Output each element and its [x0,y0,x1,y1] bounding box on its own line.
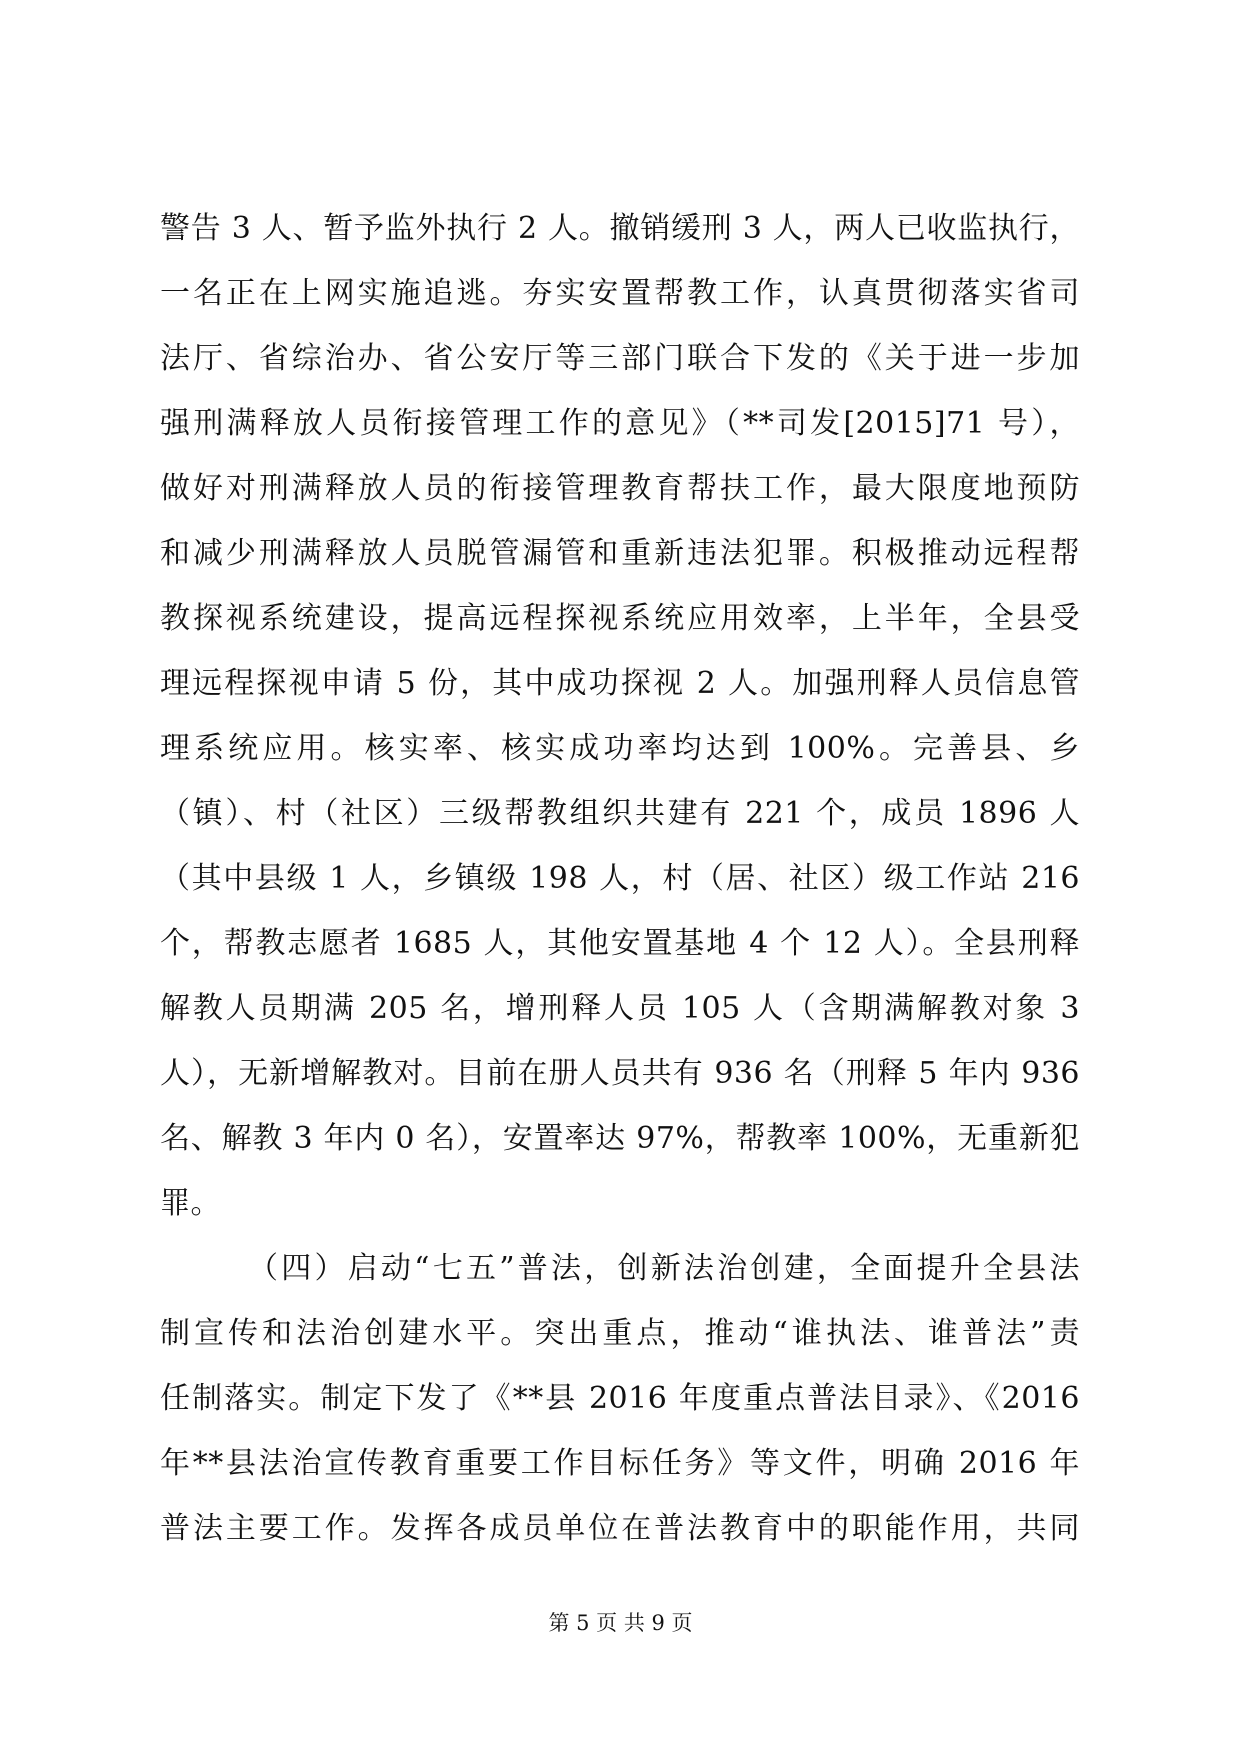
text-line: 法厅、省综治办、省公安厅等三部门联合下发的《关于进一步加 [160,341,1080,376]
text-line: 解教人员期满 205 名，增刑释人员 105 人（含期满解教对象 3 [160,991,1080,1026]
text-line: 理远程探视申请 5 份，其中成功探视 2 人。加强刑释人员信息管 [160,666,1080,701]
text-line: 警告 3 人、暂予监外执行 2 人。撤销缓刑 3 人，两人已收监执行， [160,211,1080,246]
text-line: 年**县法治宣传教育重要工作目标任务》等文件，明确 2016 年 [160,1446,1080,1481]
text-line: 普法主要工作。发挥各成员单位在普法教育中的职能作用，共同 [160,1511,1080,1546]
text-line: 理系统应用。核实率、核实成功率均达到 100%。完善县、乡 [160,731,1080,766]
text-line: 任制落实。制定下发了《**县 2016 年度重点普法目录》、《2016 [160,1381,1080,1416]
section-heading-line: （四）启动“七五”普法，创新法治创建，全面提升全县法 [248,1251,1080,1286]
text-line: （镇）、村（社区）三级帮教组织共建有 221 个，成员 1896 人 [160,796,1080,831]
body-text [160,196,1080,1561]
text-line: 一名正在上网实施追逃。夯实安置帮教工作，认真贯彻落实省司 [160,276,1080,311]
text-line: 做好对刑满释放人员的衔接管理教育帮扶工作，最大限度地预防 [160,471,1080,506]
text-line: 强刑满释放人员衔接管理工作的意见》（**司发[2015]71 号）， [160,406,1080,441]
text-line: 教探视系统建设，提高远程探视系统应用效率，上半年，全县受 [160,601,1080,636]
page-number-footer: 第 5 页 共 9 页 [548,1611,693,1635]
text-line: 罪。 [160,1186,221,1221]
text-line: 名、解教 3 年内 0 名），安置率达 97%，帮教率 100%，无重新犯 [160,1121,1080,1156]
text-line: 个，帮教志愿者 1685 人，其他安置基地 4 个 12 人）。全县刑释 [160,926,1080,961]
text-line: 人），无新增解教对。目前在册人员共有 936 名（刑释 5 年内 936 [160,1056,1080,1091]
text-line: （其中县级 1 人，乡镇级 198 人，村（居、社区）级工作站 216 [160,861,1080,896]
text-line: 和减少刑满释放人员脱管漏管和重新违法犯罪。积极推动远程帮 [160,536,1080,571]
text-line: 制宣传和法治创建水平。突出重点，推动“谁执法、谁普法”责 [160,1316,1080,1351]
